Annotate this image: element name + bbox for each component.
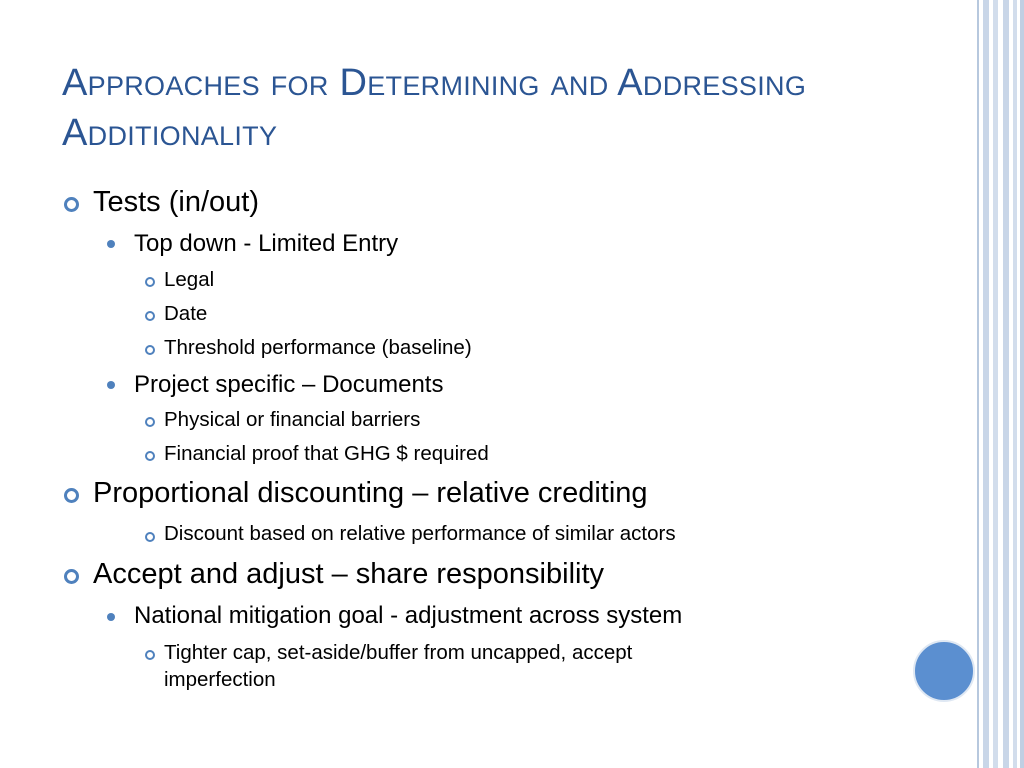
decorative-stripe: [1003, 0, 1009, 768]
bullet-level3: Financial proof that GHG $ required: [164, 442, 489, 465]
bullet-ring-icon: [145, 277, 155, 287]
bullet-ring-icon: [145, 451, 155, 461]
bullet-level3: Discount based on relative performance of similar actors: [164, 522, 676, 545]
decorative-stripe: [977, 0, 979, 768]
bullet-level3: Threshold performance (baseline): [164, 336, 472, 359]
bullet-level1: Tests (in/out): [93, 186, 259, 218]
bullet-level3: Tighter cap, set-aside/buffer from uncapped, accept: [164, 641, 633, 664]
bullet-ring-icon: [145, 311, 155, 321]
bullet-level1: Proportional discounting – relative crediting: [93, 477, 648, 509]
bullet-ring-icon: [64, 197, 79, 212]
decorative-stripe: [983, 0, 989, 768]
decorative-stripe: [1020, 0, 1024, 768]
bullet-ring-icon: [64, 488, 79, 503]
bullet-ring-icon: [145, 417, 155, 427]
bullet-level3: Legal: [164, 268, 215, 291]
bullet-ring-icon: [145, 532, 155, 542]
bullet-dot-icon: [107, 240, 115, 248]
slide-title: [62, 58, 902, 158]
bullet-level3-continuation: imperfection: [164, 668, 276, 691]
bullet-level2: National mitigation goal - adjustment across system: [134, 602, 683, 629]
decorative-stripe: [1013, 0, 1017, 768]
bullet-level3: Date: [164, 302, 208, 325]
title-line: Approaches for Determining and Addressing: [62, 62, 807, 104]
bullet-level1: Accept and adjust – share responsibility: [93, 558, 605, 590]
bullet-level3: Physical or financial barriers: [164, 408, 421, 431]
bullet-level2: Top down - Limited Entry: [134, 230, 399, 257]
bullet-ring-icon: [145, 345, 155, 355]
bullet-ring-icon: [145, 650, 155, 660]
title-line: Additionality: [62, 112, 278, 154]
decorative-circle: [913, 640, 975, 702]
decorative-stripe: [993, 0, 998, 768]
bullet-ring-icon: [64, 569, 79, 584]
bullet-level2: Project specific – Documents: [134, 371, 444, 398]
bullet-dot-icon: [107, 613, 115, 621]
bullet-dot-icon: [107, 381, 115, 389]
